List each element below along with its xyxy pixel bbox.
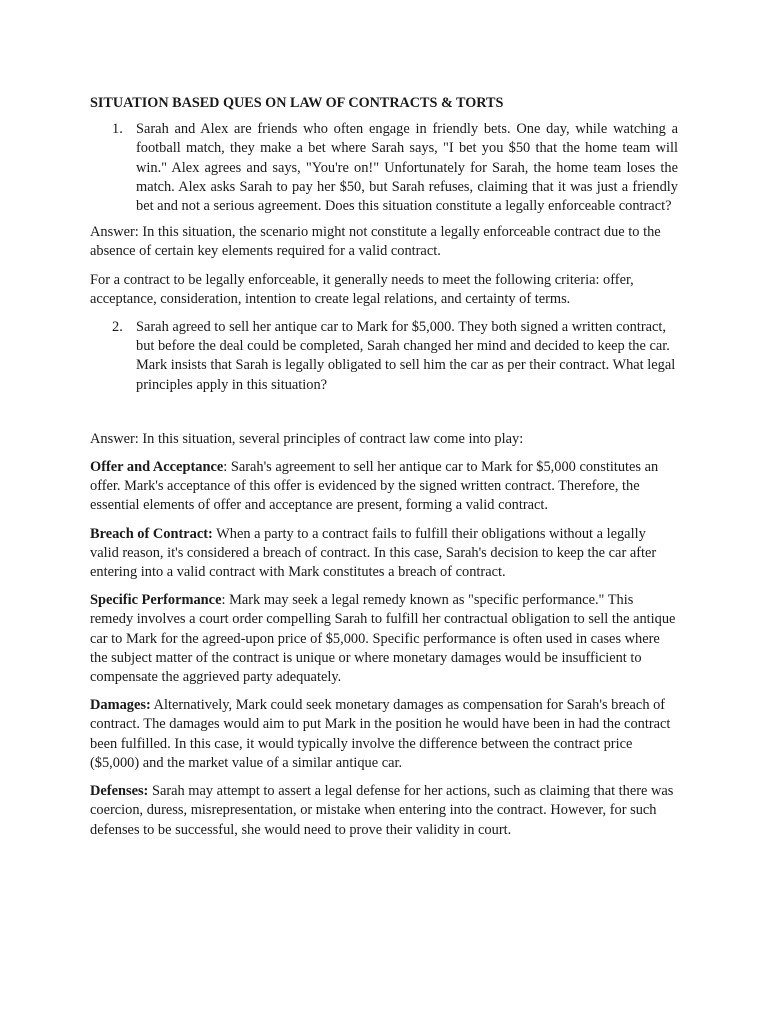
question-1-text: Sarah and Alex are friends who often engage in friendly bets. One day, while watching a football match, they make a bet where Sarah says, "I bet you $50 that the home team will win." Alex agrees and says, "You're on!" Unfortunately for Sarah, the home team loses the match. Alex asks Sarah to pay her $50, but Sarah refuses, claiming that it was just a friendly bet and not a serious agreement. Does this situation constitute a legally enforceable contract? (136, 121, 678, 215)
document-page (90, 94, 678, 849)
damages-paragraph (90, 696, 678, 773)
offer-acceptance-heading: Offer and Acceptance (90, 459, 224, 476)
damages-text: Alternatively, Mark could seek monetary damages as compensation for Sarah's breach of contract. The damages would aim to put Mark in the position he would have been in had the contract been fulfilled. In this case, it would typically involve the difference between the contract price ($5,000) and the market value of a similar antique car. (90, 697, 671, 771)
specific-performance-heading: Specific Performance (90, 592, 222, 609)
breach-heading: Breach of Contract: (90, 525, 213, 542)
answer-1-criteria: For a contract to be legally enforceable, it generally needs to meet the following criteria: offer, acceptance, consideration, intention to create legal relations, and certainty of terms. (90, 271, 634, 307)
answer-1-paragraph: Answer: In this situation, the scenario might not constitute a legally enforceable contract due to the absence of certain key elements required for a valid contract. (90, 224, 661, 260)
offer-acceptance-paragraph (90, 458, 678, 516)
breach-text: When a party to a contract fails to fulfill their obligations without a legally valid reason, it's considered a breach of contract. In this case, Sarah's decision to keep the car after entering into a valid contract with Mark constitutes a breach of contract. (90, 525, 657, 581)
question-2 (90, 318, 678, 395)
spacer (90, 402, 678, 430)
breach-paragraph (90, 525, 678, 583)
specific-performance-text: : Mark may seek a legal remedy known as "specific performance." This remedy involves a court order compelling Sarah to fulfill her contractual obligation to sell the antique car to Mark for the agreed-upon price of $5,000. Specific performance is often used in cases where the subject matter of the contract is unique or where monetary damages would be insufficient to compensate the aggrieved party adequately. (90, 592, 676, 686)
defenses-heading: Defenses: (90, 783, 149, 800)
answer-2-intro: Answer: In this situation, several principles of contract law come into play: (90, 430, 524, 447)
defenses-text: Sarah may attempt to assert a legal defense for her actions, such as claiming that there was coercion, duress, misrepresentation, or mistake when entering into the contract. However, for such defenses to be successful, she would need to prove their validity in court. (90, 783, 674, 838)
question-2-text: Sarah agreed to sell her antique car to Mark for $5,000. They both signed a written contract, but before the deal could be completed, Sarah changed her mind and decided to keep the car. Mark insists that Sarah is legally obligated to sell him the car as per their contract. What legal principles apply in this situation? (136, 319, 676, 393)
question-2-number: 2. (112, 319, 123, 336)
question-1-number: 1. (112, 121, 123, 138)
defenses-paragraph (90, 782, 678, 840)
document-title: SITUATION BASED QUES ON LAW OF CONTRACTS & TORTS (90, 95, 504, 111)
damages-heading: Damages: (90, 697, 151, 714)
specific-performance-paragraph (90, 591, 678, 687)
question-1 (90, 120, 678, 216)
offer-acceptance-text: : Sarah's agreement to sell her antique car to Mark for $5,000 constitutes an offer. Mark's acceptance of this offer is evidenced by the signed written contract. Therefore, the essential elements of offer and acceptance are present, forming a valid contract. (90, 459, 659, 514)
